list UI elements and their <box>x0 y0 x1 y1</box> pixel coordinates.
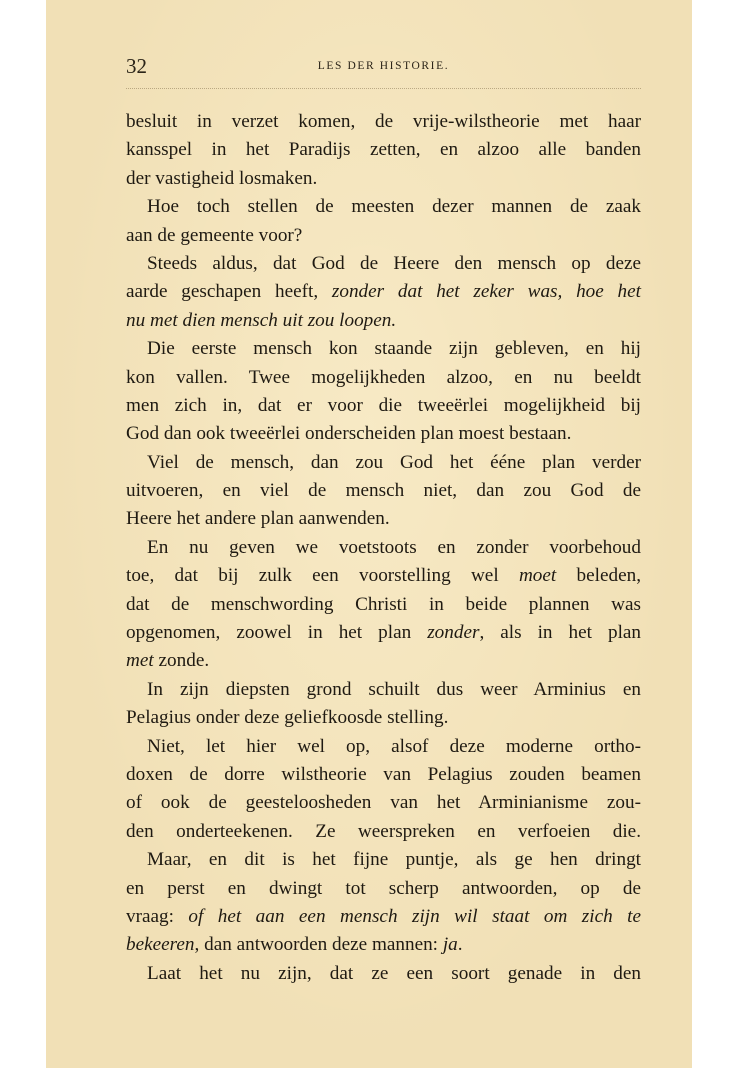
text-line: uitvoeren, en viel de mensch niet, dan zou God de <box>126 480 641 502</box>
text-line: den onderteekenen. Ze weerspreken en verfoeien die. <box>126 820 641 842</box>
text-line <box>126 278 641 306</box>
text-line: en perst en dwingt tot scherp antwoorden, op de <box>126 877 641 899</box>
italic-phrase: bekeeren <box>126 934 195 956</box>
text-line: Hoe toch stellen de meesten dezer mannen de zaak <box>147 196 641 218</box>
book-page <box>46 0 692 1068</box>
text-line: doxen de dorre wilstheorie van Pelagius zouden beamen <box>126 763 641 785</box>
text-line: dat de menschwording Christi in beide plannen was <box>126 593 641 615</box>
italic-phrase: ja <box>442 934 458 956</box>
text-segment: zonde. <box>153 650 210 672</box>
text-line <box>126 931 641 959</box>
italic-phrase: moet <box>518 565 557 587</box>
text-line: In zijn diepsten grond schuilt dus weer Arminius en <box>147 678 641 700</box>
text-line: Die eerste mensch kon staande zijn gebleven, en hij <box>147 338 641 360</box>
text-line: of ook de geesteloosheden van het Arminianisme zou- <box>126 792 641 814</box>
text-line: Laat het nu zijn, dat ze een soort genade in den <box>147 962 641 984</box>
text-line <box>126 562 641 590</box>
italic-phrase: nu met dien mensch uit zou loopen. <box>126 309 397 331</box>
text-line: kon vallen. Twee mogelijkheden alzoo, en nu beeldt <box>126 366 641 388</box>
body-text <box>126 108 641 988</box>
text-line: Heere het andere plan aanwenden. <box>126 508 390 530</box>
italic-phrase: zonder <box>427 622 480 644</box>
text-segment: vraag: <box>126 905 189 927</box>
text-segment: . <box>457 934 463 956</box>
italic-phrase: zonder dat het zeker was, hoe het <box>331 281 641 303</box>
text-line <box>126 619 641 647</box>
header-rule <box>126 82 641 89</box>
running-title: LES DER HISTORIE. <box>317 60 450 72</box>
text-segment: beleden, <box>556 565 641 587</box>
text-segment: opgenomen, zoowel in het plan <box>126 622 428 644</box>
text-segment: aarde geschapen heeft, <box>126 281 332 303</box>
text-line: Maar, en dit is het fijne puntje, als ge hen dringt <box>147 849 641 871</box>
text-line <box>126 307 641 335</box>
text-line: Steeds aldus, dat God de Heere den mensch op deze <box>147 252 641 274</box>
text-line <box>126 647 641 675</box>
text-line: God dan ook tweeërlei onderscheiden plan moest bestaan. <box>126 423 572 445</box>
text-segment: , als in het plan <box>479 622 642 644</box>
italic-phrase: of het aan een mensch zijn wil staat om zich te <box>188 905 641 927</box>
text-line: Niet, let hier wel op, alsof deze moderne ortho- <box>147 735 641 757</box>
text-line: Pelagius onder deze geliefkoosde stelling. <box>126 707 449 729</box>
text-line: Viel de mensch, dan zou God het ééne plan verder <box>147 451 641 473</box>
italic-phrase: met <box>126 650 154 672</box>
text-line <box>126 903 641 931</box>
text-segment: , dan antwoorden deze mannen: <box>194 934 443 956</box>
text-line: der vastigheid losmaken. <box>126 167 318 189</box>
page-header <box>126 54 641 78</box>
text-line: aan de gemeente voor? <box>126 224 303 246</box>
text-line: kansspel in het Paradijs zetten, en alzoo alle banden <box>126 139 641 161</box>
page-number: 32 <box>126 54 147 78</box>
text-line: En nu geven we voetstoots en zonder voorbehoud <box>147 536 641 558</box>
text-line: men zich in, dat er voor die tweeërlei mogelijkheid bij <box>126 394 641 416</box>
text-segment: toe, dat bij zulk een voorstelling wel <box>126 565 519 587</box>
text-line: besluit in verzet komen, de vrije-wilstheorie met haar <box>126 111 641 132</box>
